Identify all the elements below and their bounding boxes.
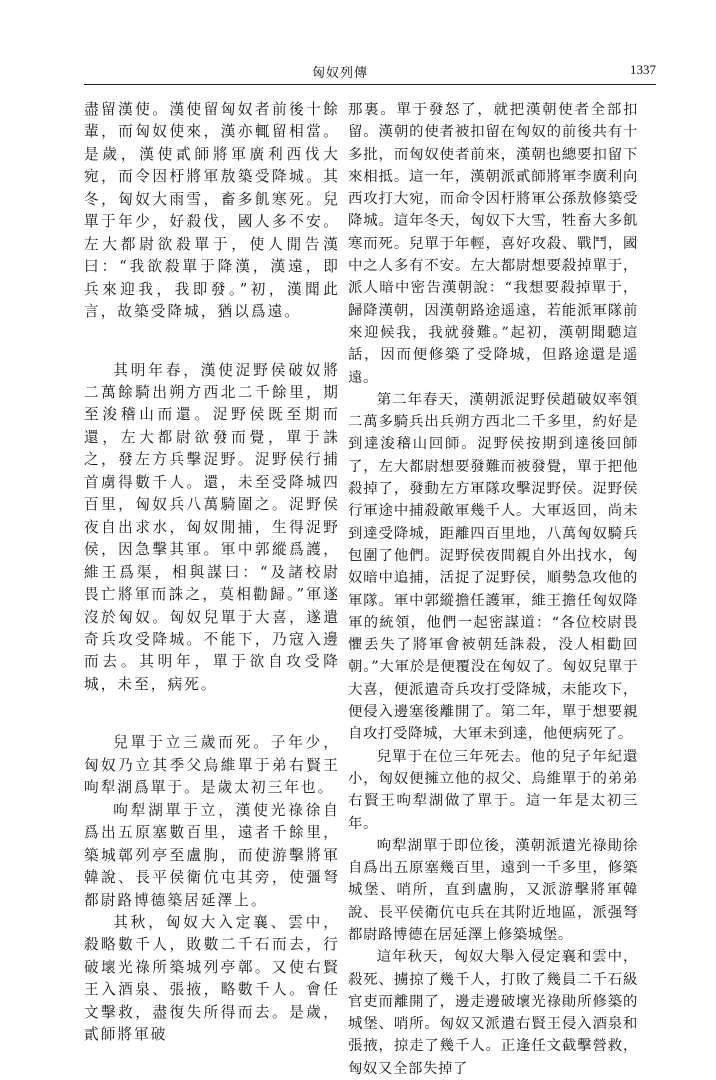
classical-paragraph-5: 其秋，匈奴大入定襄、雲中，殺略數千人，敗數二千石而去，行破壞光祿所築城列亭鄣。又使右賢王入酒泉、張掖，略數千人。會任文擊救，盡復失所得而去。是歲，貳師將軍破 xyxy=(84,913,340,1044)
running-title: 匈奴列傳 xyxy=(312,66,369,81)
page-header xyxy=(84,60,656,85)
translation-paragraph-4: 呴犁湖單于即位後，漢朝派遣光祿勛徐自爲出五原塞幾百里，遠到一千多里，修築城堡、哨所，直到盧朐，又派游擊將軍韓說、長平侯衛伉屯兵在其附近地區，派强弩都尉路博德在居延澤上修築城堡。 xyxy=(348,837,638,943)
classical-paragraph-3: 兒單于立三歲而死。子年少，匈奴乃立其季父烏維單于弟右賢王呴犁湖爲單于。是歲太初三年也。 xyxy=(84,734,340,797)
translation-column xyxy=(348,99,638,1080)
page-number: 1337 xyxy=(630,62,656,77)
translation-paragraph-3: 兒單于在位三年死去。他的兒子年紀還小，匈奴便擁立他的叔父、烏維單于的弟弟右賢王呴犁湖做了單于。這一年是太初三年。 xyxy=(348,748,638,832)
translation-paragraph-5: 這年秋天，匈奴大舉入侵定襄和雲中，殺死、擄掠了幾千人，打敗了幾員二千石級官吏而離開了，邊走邊破壞光祿勛所修築的城堡、哨所。匈奴又派遣右賢王侵入酒泉和張掖，掠走了幾千人。正逢任文截擊營救，匈奴又全部失掉了 xyxy=(348,949,638,1077)
classical-paragraph-1: 盡留漢使。漢使留匈奴者前後十餘輩，而匈奴使來，漢亦輒留相當。是歲，漢使貳師將軍廣利西伐大宛，而令因杅將軍敖築受降城。其冬，匈奴大雨雪，畜多飢寒死。兒單于年少，好殺伐，國人多不安。左大都尉欲殺單于，使人閒告漢曰：“我欲殺單于降漢，漢遠，即兵來迎我，我即發。”初，漢聞此言，故築受降城，猶以爲遠。 xyxy=(84,101,340,321)
translation-paragraph-1: 那裏。單于發怒了，就把漢朝使者全部扣留。漢朝的使者被扣留在匈奴的前後共有十多批，而匈奴使者前來，漢朝也總要扣留下來相抵。這一年，漢朝派貳師將軍李廣利向西攻打大宛，而命令因杅將軍公孫敖修築受降城。這年冬天，匈奴下大雪，牲畜大多飢寒而死。兒單于年輕，喜好攻殺、戰鬥，國中之人多有不安。左大都尉想要殺掉單于，派人暗中密告漢朝說：“我想要殺掉單于，歸降漢朝，因漢朝路途遥遠，若能派軍隊前來迎候我，我就發難。”起初，漢朝聞聽這話，因而便修築了受降城，但路途還是遥遠。 xyxy=(348,102,638,386)
classical-text-column xyxy=(84,99,340,1047)
classical-paragraph-4: 呴犁湖單于立，漢使光祿徐自爲出五原塞數百里，遠者千餘里，築城鄣列亭至盧朐，而使游擊將軍韓說、長平侯衛伉屯其旁，使彊弩都尉路博德築居延澤上。 xyxy=(84,801,340,909)
classical-paragraph-2: 其明年春，漢使浞野侯破奴將二萬餘騎出朔方西北二千餘里，期至浚稽山而還。浞野侯既至期而還，左大都尉欲發而覺，單于誅之，發左方兵擊浞野。浞野侯行捕首虜得數千人。還，未至受降城四百里，匈奴兵八萬騎圍之。浞野侯夜自出求水，匈奴閒捕，生得浞野侯，因急擊其軍。軍中郭縱爲護，維王爲渠，相與謀曰：“及諸校尉畏亡將軍而誅之，莫相勸歸。”軍遂沒於匈奴。匈奴兒單于大喜，遂遣奇兵攻受降城。不能下，乃寇入邊而去。其明年，單于欲自攻受降城，未至，病死。 xyxy=(84,361,340,693)
translation-paragraph-2: 第二年春天，漢朝派浞野侯趙破奴率領二萬多騎兵出兵朔方西北二千多里，約好是到達浚稽山回師。浞野侯按期到達後回師了，左大都尉想要發難而被發覺，單于把他殺掉了，發動左方軍隊攻擊浞野侯。浞野侯行軍途中捕殺敵軍幾千人。大軍返回，尚未到達受降城，距離四百里地，八萬匈奴騎兵包圍了他們。浞野侯夜間親自外出找水，匈奴暗中追捕，活捉了浞野侯，順勢急攻他的軍隊。軍中郭縱擔任護軍，維王擔任匈奴降軍的統領，他們一起密謀道：“各位校尉畏懼丢失了將軍會被朝廷誅殺，没人相勸回朝。”大軍於是便覆没在匈奴了。匈奴兒單于大喜，便派遣奇兵攻打受降城，未能攻下，便侵入邊塞後離開了。第二年，單于想要親自攻打受降城，大軍未到達，他便病死了。 xyxy=(348,391,638,743)
